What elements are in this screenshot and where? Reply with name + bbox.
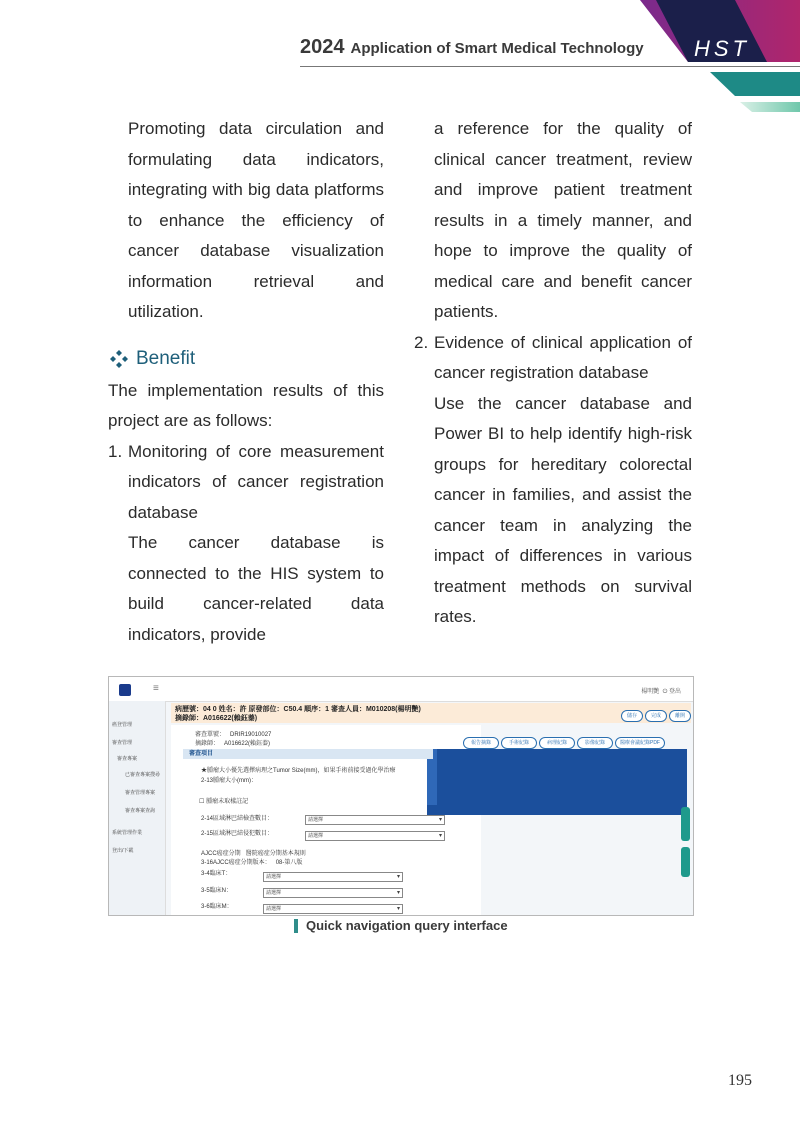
ss-sidebar-item[interactable]: 審查專案 [117,756,138,762]
header-title-text: Application of Smart Medical Technology [350,40,644,57]
ss-sidebar-item[interactable]: 登出/下載 [112,848,134,854]
left-column [108,114,384,650]
ss-save-button[interactable]: 儲存 [621,710,643,722]
ss-tab-button[interactable]: 病理紀錄 [539,737,575,749]
ss-checkbox-row[interactable] [199,796,248,805]
ss-user-info [641,686,681,696]
figure-caption-text: Quick navigation query interface [306,918,508,933]
ss-register-person-label: 摘錄師： [195,741,220,747]
corner-decoration [560,0,800,130]
benefit-heading-text: Benefit [136,347,196,369]
logout-icon[interactable]: ⏻ [662,689,668,695]
ss-sidebar-item[interactable]: 審查專案查詢 [125,808,156,814]
ss-sidebar-item[interactable]: 系統管理作業 [112,830,143,836]
ss-checkbox-icon[interactable]: ☐ [199,799,205,805]
ss-select-36[interactable]: 請選擇 ▾ [263,904,403,914]
hamburger-menu-icon[interactable]: ≡ [153,683,159,694]
figure-caption [294,918,508,933]
ss-field-316-value: 08-第八版 [275,860,303,866]
ss-sidebar-item[interactable]: 審查管理專案 [125,790,156,796]
list-item-1-title [108,437,384,529]
list-item-2-title-text: Evidence of clinical application of cancer registration database [434,332,692,382]
ss-sidebar-item[interactable]: 已審查專案搜尋 [125,772,161,778]
benefit-heading [108,344,384,374]
right-column [414,114,692,633]
ss-register-no [195,729,271,738]
list-item-1-body-end: a reference for the quality of clinical cancer treatment, review and improve patient treatment results in a timely manner, and hope to improve the quality of medical care and benefit cancer patients. [434,119,692,321]
ss-topbar [109,677,693,702]
ss-checkbox-label: 腫瘤未取樣註記 [206,799,249,805]
header-year: 2024 [300,36,345,58]
list-number-1: 1. [108,441,123,461]
ss-tab-button[interactable]: 醫療會議紀錄PDF [615,737,665,749]
ss-register-no-value: DRIR19010027 [230,732,272,738]
ss-complete-button[interactable]: 完成 [645,710,667,722]
ss-select-215[interactable]: 請選擇 ▾ [305,831,445,841]
ss-sidebar [109,701,166,915]
ss-field-35: 3-5臨床N： [201,888,233,894]
ss-select-214[interactable]: 請選擇 ▾ [305,815,445,825]
ss-patient-line1: 病歷號：04 0 姓名：許 原發部位：C50.4 順序：1 審查人員：M010208(楊明艷) [175,706,421,713]
benefit-intro: The implementation results of this project are as follows: [108,380,384,430]
list-item-2-body: Use the cancer database and Power BI to help identify high-risk groups for hereditary colorectal cancer in families, and assist the cancer team in analyzing the impact of differences in various treatment methods on survival rates. [434,393,692,626]
ss-quick-nav-panel [427,749,687,815]
ss-tab-button[interactable]: 報告摘錄 [463,737,499,749]
ss-right-tab[interactable] [681,847,690,877]
ss-section-title: 審查項目 [183,749,433,759]
ss-tab-button[interactable]: 手術紀錄 [501,737,537,749]
ss-register-person [195,738,270,747]
ss-patient-line2: 摘錄師：A016622(賴鈺蓁) [175,715,258,722]
ss-leave-button[interactable]: 離開 [669,710,691,722]
list-number-2: 2. [414,332,429,352]
list-item-1-title-text: Monitoring of core measurement indicators of cancer registration database [128,441,384,522]
ss-register-person-value: A016622(賴鈺蓁) [224,741,271,747]
hst-logo: HST [694,36,750,61]
ss-patient-banner [171,703,691,723]
diamond-bullet-icon [108,350,130,368]
ss-user-name: 楊明艷 [641,689,660,695]
ss-sidebar-item[interactable]: 癌登管理 [112,722,133,728]
ss-ajcc-label: AJCC癌症分期 [201,851,241,857]
ss-right-tab[interactable] [681,807,690,841]
caption-bar [294,919,298,933]
intro-paragraph: Promoting data circulation and formulating data indicators, integrating with big data platforms to enhance the efficiency of cancer database visualization information retrieval and utilization. [128,119,384,321]
ss-register-no-label: 審查單號： [195,732,226,738]
ss-ajcc-note[interactable]: 醫院癌症分期基本規則 [245,851,306,857]
header-divider [300,66,800,67]
ss-field-316-label: 3-16AJCC癌症分期版本： [201,860,271,866]
ss-field-214: 2-14區域淋巴結檢查數目： [201,816,274,822]
ss-field-36: 3-6臨床M： [201,904,233,910]
ss-tab-button[interactable]: 影像紀錄 [577,737,613,749]
header-title [300,36,644,64]
ss-ajcc-row [201,848,306,857]
hospital-logo-icon [119,684,131,696]
ss-select-35[interactable]: 請選擇 ▾ [263,888,403,898]
list-item-2-title [414,328,692,389]
ss-tumor-note: ★腫瘤大小優先選擇病理之Tumor Size(mm)，如果手術前接受過化學治療 [201,768,396,774]
ss-field-316 [201,857,302,866]
ss-sidebar-item[interactable]: 審查管理 [112,740,133,746]
ss-field-213: 2-13腫瘤大小(mm)： [201,778,258,784]
ss-select-34[interactable]: 請選擇 ▾ [263,872,403,882]
ss-field-215: 2-15區域淋巴結侵犯數目： [201,831,274,837]
page-number: 195 [728,1072,752,1089]
query-interface-screenshot [108,676,694,916]
list-item-1-body-start: The cancer database is connected to the HIS system to build cancer-related data indicators, provide [128,533,384,644]
ss-logout-label[interactable]: 登出 [668,689,681,695]
ss-field-34: 3-4臨床T： [201,871,232,877]
